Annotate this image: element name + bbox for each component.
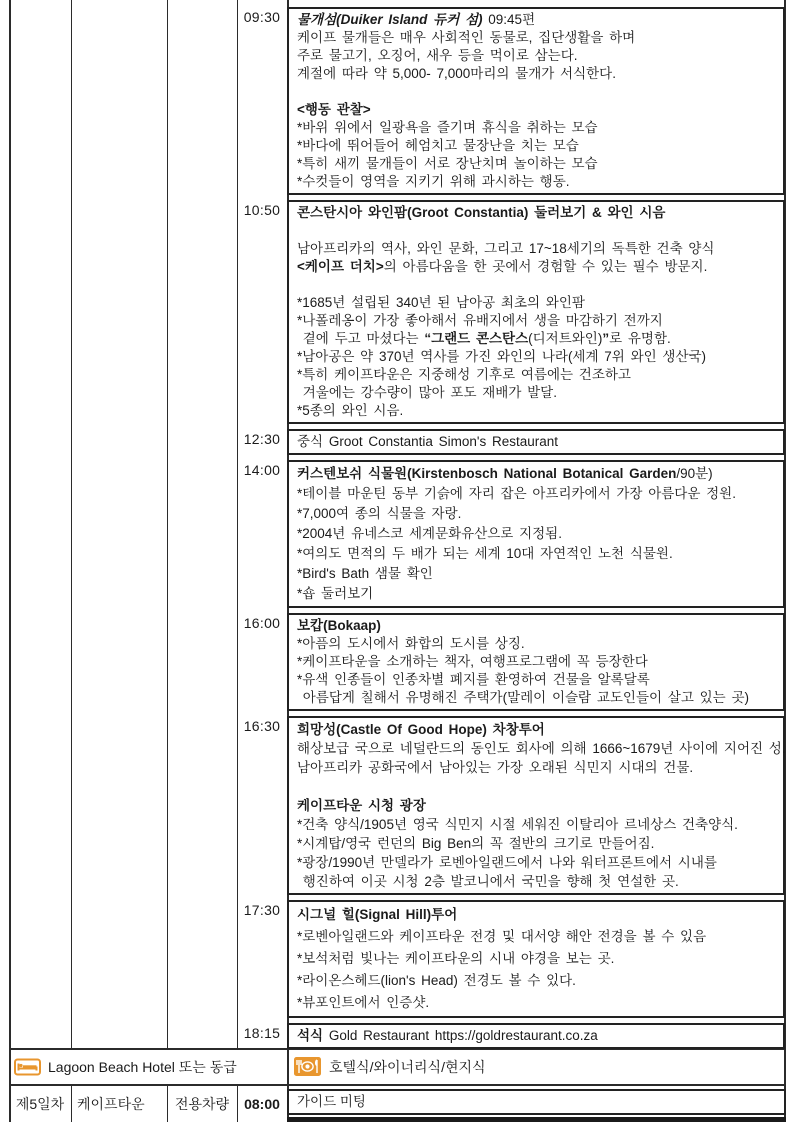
schedule-line: 남아프리카의 역사, 와인 문화, 그리고 17~18세기의 독특한 건축 양식 (297, 241, 715, 256)
schedule-description-box (287, 716, 785, 895)
schedule-line: 물개섬(Duiker Island 듀커 섬) 09:45편 (297, 12, 536, 27)
schedule-block (237, 429, 787, 455)
schedule-line: *바다에 뛰어들어 헤엄치고 물장난을 치는 모습 (297, 138, 579, 153)
schedule-line: 주로 물고기, 오징어, 새우 등을 먹이로 삼는다. (297, 48, 578, 63)
schedule-line: 석식 Gold Restaurant https://goldrestaurant.co.za (297, 1028, 598, 1043)
schedule-line: *숍 둘러보기 (297, 586, 374, 601)
schedule-line: *라이온스헤드(lion's Head) 전경도 볼 수 있다. (297, 973, 576, 988)
schedule-column (237, 7, 787, 1054)
schedule-time: 17:30 (243, 902, 281, 918)
schedule-line: 남아프리카 공화국에서 남아있는 가장 오래된 식민지 시대의 건물. (297, 760, 694, 775)
hotel-cell (9, 1057, 287, 1077)
schedule-block (237, 460, 787, 608)
meal-icon (294, 1057, 321, 1076)
schedule-block (237, 716, 787, 895)
schedule-line (297, 83, 775, 101)
schedule-time: 16:30 (243, 718, 281, 734)
schedule-time: 12:30 (243, 431, 281, 447)
schedule-line: 희망성(Castle Of Good Hope) 차창투어 (297, 722, 545, 737)
schedule-line: *특히 케이프타운은 지중해성 기후로 여름에는 건조하고 (297, 367, 631, 382)
schedule-block (237, 1023, 787, 1049)
schedule-time: 10:50 (243, 202, 281, 218)
schedule-line: 시그널 힐(Signal Hill)투어 (297, 907, 458, 922)
day5-day-label: 제5일차 (15, 1096, 65, 1112)
schedule-line: *아픔의 도시에서 화합의 도시를 상징. (297, 636, 525, 651)
schedule-line: *2004년 유네스코 세계문화유산으로 지정됨. (297, 526, 562, 541)
schedule-line: 콘스탄시아 와인팜(Groot Constantia) 둘러보기 & 와인 시음 (297, 205, 666, 220)
schedule-time: 09:30 (243, 9, 281, 25)
schedule-line: 아름답게 칠해서 유명해진 주택가(말레이 이슬람 교도인들이 살고 있는 곳) (297, 690, 749, 705)
col-line-place (167, 0, 168, 1048)
schedule-description-box (287, 7, 785, 195)
day5-description-box (287, 1089, 786, 1115)
schedule-line: *케이프타운을 소개하는 책자, 여행프로그램에 꼭 등장한다 (297, 654, 648, 669)
day5-description: 가이드 미팅 (297, 1094, 366, 1109)
schedule-line (297, 777, 775, 796)
schedule-line: 행진하여 이곳 시청 2층 발코니에서 국민을 향해 첫 연설한 곳. (297, 874, 679, 889)
schedule-line: 보캅(Bokaap) (297, 618, 381, 633)
schedule-line: *나폴레옹이 가장 좋아해서 유배지에서 생을 마감하기 전까지 (297, 313, 663, 328)
schedule-line: *바위 위에서 일광욕을 즐기며 휴식을 취하는 모습 (297, 120, 598, 135)
schedule-line (297, 222, 775, 240)
schedule-line: *광장/1990년 만델라가 로벤아일랜드에서 나와 워터프론트에서 시내를 (297, 855, 717, 870)
schedule-line: *5종의 와인 시음. (297, 403, 404, 418)
col-line-day (71, 0, 72, 1048)
schedule-line: 케이프 물개들은 매우 사회적인 동물로, 집단생활을 하며 (297, 30, 636, 45)
schedule-line: 계절에 따라 약 5,000- 7,000마리의 물개가 서식한다. (297, 66, 616, 81)
schedule-line: *Bird's Bath 샘물 확인 (297, 566, 433, 581)
schedule-line: *로벤아일랜드와 케이프타운 전경 및 대서양 해안 전경을 볼 수 있음 (297, 929, 707, 944)
hotel-name: Lagoon Beach Hotel 또는 동급 (48, 1058, 237, 1075)
schedule-time: 14:00 (243, 462, 281, 478)
day5-transport: 전용차량 (174, 1096, 230, 1112)
schedule-time: 16:00 (243, 615, 281, 631)
schedule-description-box (287, 200, 785, 424)
day5-place: 케이프타운 (77, 1096, 145, 1112)
schedule-description-box (287, 429, 785, 455)
hotel-meals-row (9, 1050, 785, 1083)
schedule-line: 중식 Groot Constantia Simon's Restaurant (297, 434, 559, 449)
schedule-line: <케이프 더치>의 아름다움을 한 곳에서 경험할 수 있는 필수 방문지. (297, 259, 708, 274)
schedule-line: *시계탑/영국 런던의 Big Ben의 꼭 절반의 크기로 만들어짐. (297, 836, 655, 851)
schedule-line: *여의도 면적의 두 배가 되는 세계 10대 자연적인 노천 식물원. (297, 546, 673, 561)
schedule-line: <행동 관찰> (297, 102, 371, 117)
schedule-line: *7,000여 종의 식물을 자랑. (297, 506, 462, 521)
schedule-description-box (287, 460, 785, 608)
schedule-line: *뷰포인트에서 인증샷. (297, 995, 430, 1010)
schedule-block (237, 613, 787, 711)
schedule-line: 커스텐보쉬 식물원(Kirstenbosch National Botanical Garden/90분) (297, 466, 713, 481)
schedule-line (297, 276, 775, 294)
schedule-description-box (287, 1023, 785, 1049)
schedule-description-box (287, 613, 785, 711)
table-left-border (9, 0, 11, 1122)
schedule-line: 케이프타운 시청 광장 (297, 798, 426, 813)
schedule-line: *1685년 설립된 340년 된 남아공 최초의 와인팜 (297, 295, 585, 310)
schedule-line: *보석처럼 빛나는 케이프타운의 시내 야경을 보는 곳. (297, 951, 615, 966)
schedule-block (237, 200, 787, 424)
schedule-time: 18:15 (243, 1025, 281, 1041)
schedule-line: *유색 인종들이 인종차별 폐지를 환영하여 건물을 알록달록 (297, 672, 650, 687)
schedule-line: *수컷들이 영역을 지키기 위해 과시하는 행동. (297, 174, 570, 189)
schedule-line: *테이블 마운틴 동부 기슭에 자리 잡은 아프리카에서 가장 아름다운 정원. (297, 486, 736, 501)
schedule-line: *건축 양식/1905년 영국 식민지 시절 세워진 이탈리아 르네상스 건축양식. (297, 817, 738, 832)
schedule-line: *남아공은 약 370년 역사를 가진 와인의 나라(세계 7위 와인 생산국) (297, 349, 707, 364)
schedule-line: *특히 새끼 물개들이 서로 장난치며 놀이하는 모습 (297, 156, 598, 171)
schedule-block (237, 7, 787, 195)
meals-cell (287, 1057, 785, 1077)
day5-time: 08:00 (244, 1096, 280, 1112)
schedule-description-box (287, 900, 785, 1018)
meals-text: 호텔식/와이너리식/현지식 (329, 1058, 486, 1075)
schedule-line: 겨울에는 강수량이 많아 포도 재배가 발달. (297, 385, 557, 400)
bed-icon (14, 1058, 41, 1076)
schedule-block (237, 900, 787, 1018)
schedule-line: 곁에 두고 마셨다는 “그랜드 콘스탄스(디저트와인)”로 유명함. (297, 331, 671, 346)
schedule-line: 해상보급 국으로 네덜란드의 동인도 회사에 의해 1666~1679년 사이에 지어진 성. (297, 741, 786, 756)
